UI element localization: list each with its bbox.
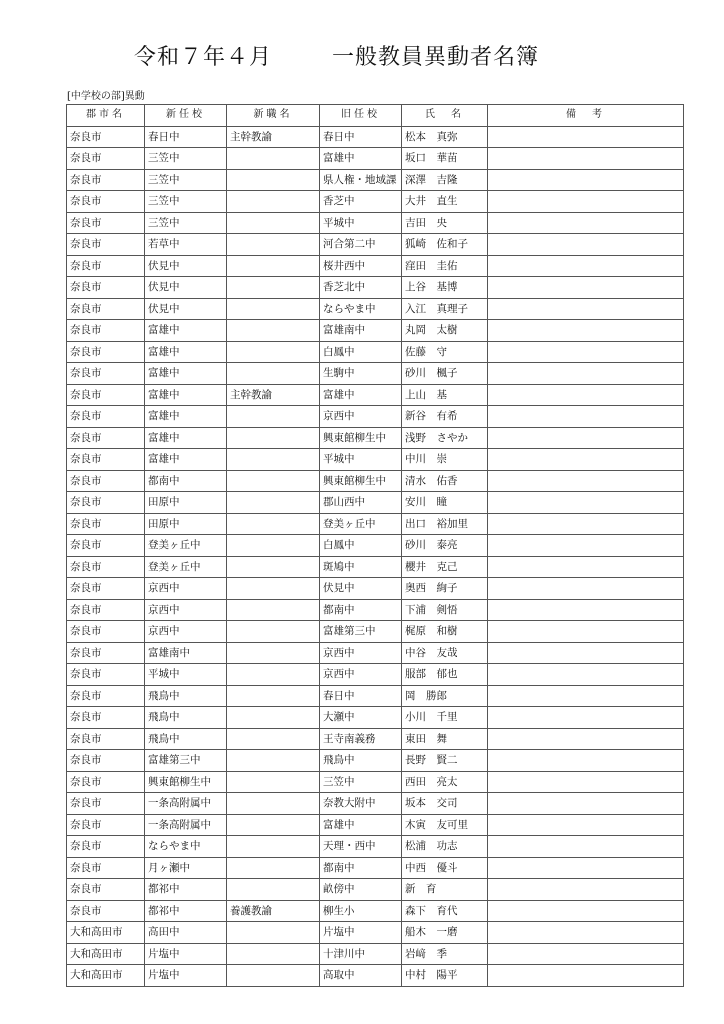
column-header: 郡市名 xyxy=(67,105,145,127)
new-position-cell xyxy=(227,728,320,750)
person-name-cell: 松本 真弥 xyxy=(402,126,488,148)
person-name-cell: 松浦 功志 xyxy=(402,836,488,858)
remarks-cell xyxy=(488,685,684,707)
table-row xyxy=(67,492,684,514)
person-name-cell: 奥西 絢子 xyxy=(402,578,488,600)
table-row xyxy=(67,685,684,707)
person-name-cell: 坂本 交司 xyxy=(402,793,488,815)
old-school-cell: 片塩中 xyxy=(320,922,402,944)
person-name-cell: 岩﨑 季 xyxy=(402,943,488,965)
remarks-cell xyxy=(488,750,684,772)
person-name-cell: 中西 優斗 xyxy=(402,857,488,879)
table-row xyxy=(67,148,684,170)
remarks-cell xyxy=(488,449,684,471)
person-name-cell: 中谷 友哉 xyxy=(402,642,488,664)
city-cell: 奈良市 xyxy=(67,384,145,406)
column-header: 氏 名 xyxy=(402,105,488,127)
new-position-cell xyxy=(227,341,320,363)
city-cell: 奈良市 xyxy=(67,298,145,320)
new-position-cell xyxy=(227,965,320,987)
person-name-cell: 佐藤 守 xyxy=(402,341,488,363)
city-cell: 奈良市 xyxy=(67,599,145,621)
old-school-cell: 都南中 xyxy=(320,599,402,621)
city-cell: 奈良市 xyxy=(67,255,145,277)
old-school-cell: 斑鳩中 xyxy=(320,556,402,578)
table-row xyxy=(67,126,684,148)
city-cell: 奈良市 xyxy=(67,513,145,535)
new-school-cell: 一条高附属中 xyxy=(145,814,227,836)
new-school-cell: 若草中 xyxy=(145,234,227,256)
person-name-cell: 大井 直生 xyxy=(402,191,488,213)
city-cell: 大和高田市 xyxy=(67,922,145,944)
city-cell: 奈良市 xyxy=(67,320,145,342)
new-school-cell: 平城中 xyxy=(145,664,227,686)
table-row xyxy=(67,277,684,299)
old-school-cell: ならやま中 xyxy=(320,298,402,320)
old-school-cell: 畝傍中 xyxy=(320,879,402,901)
table-row xyxy=(67,900,684,922)
remarks-cell xyxy=(488,728,684,750)
new-school-cell: 富雄中 xyxy=(145,384,227,406)
remarks-cell xyxy=(488,148,684,170)
table-row xyxy=(67,793,684,815)
remarks-cell xyxy=(488,707,684,729)
city-cell: 奈良市 xyxy=(67,126,145,148)
person-name-cell: 服部 郁也 xyxy=(402,664,488,686)
old-school-cell: 香芝中 xyxy=(320,191,402,213)
new-position-cell xyxy=(227,556,320,578)
table-row xyxy=(67,642,684,664)
new-position-cell xyxy=(227,879,320,901)
transfer-roster-table xyxy=(66,104,684,987)
old-school-cell: 富雄南中 xyxy=(320,320,402,342)
table-row xyxy=(67,836,684,858)
new-school-cell: 富雄第三中 xyxy=(145,750,227,772)
table-row xyxy=(67,406,684,428)
new-school-cell: 伏見中 xyxy=(145,298,227,320)
city-cell: 奈良市 xyxy=(67,212,145,234)
new-school-cell: 伏見中 xyxy=(145,277,227,299)
city-cell: 奈良市 xyxy=(67,148,145,170)
city-cell: 奈良市 xyxy=(67,191,145,213)
title-heading: 一般教員異動者名簿 xyxy=(332,45,540,70)
city-cell: 奈良市 xyxy=(67,492,145,514)
city-cell: 奈良市 xyxy=(67,621,145,643)
table-row xyxy=(67,384,684,406)
remarks-cell xyxy=(488,255,684,277)
old-school-cell: 県人権・地域課 xyxy=(320,169,402,191)
new-position-cell xyxy=(227,427,320,449)
city-cell: 奈良市 xyxy=(67,578,145,600)
person-name-cell: 丸岡 太樹 xyxy=(402,320,488,342)
title-date: 令和７年４月 xyxy=(134,45,273,70)
city-cell: 奈良市 xyxy=(67,449,145,471)
remarks-cell xyxy=(488,341,684,363)
old-school-cell: 登美ヶ丘中 xyxy=(320,513,402,535)
remarks-cell xyxy=(488,664,684,686)
new-position-cell xyxy=(227,535,320,557)
new-school-cell: 京西中 xyxy=(145,621,227,643)
person-name-cell: 安川 瞳 xyxy=(402,492,488,514)
remarks-cell xyxy=(488,320,684,342)
new-position-cell xyxy=(227,943,320,965)
new-position-cell xyxy=(227,685,320,707)
section-label: [中学校の部]異動 xyxy=(67,91,145,102)
new-position-cell xyxy=(227,492,320,514)
old-school-cell: 十津川中 xyxy=(320,943,402,965)
new-position-cell xyxy=(227,771,320,793)
new-school-cell: 都南中 xyxy=(145,470,227,492)
new-school-cell: 富雄中 xyxy=(145,341,227,363)
city-cell: 大和高田市 xyxy=(67,943,145,965)
city-cell: 奈良市 xyxy=(67,857,145,879)
city-cell: 奈良市 xyxy=(67,277,145,299)
remarks-cell xyxy=(488,298,684,320)
new-school-cell: 高田中 xyxy=(145,922,227,944)
old-school-cell: 三笠中 xyxy=(320,771,402,793)
table-row xyxy=(67,621,684,643)
new-school-cell: 富雄南中 xyxy=(145,642,227,664)
table-row xyxy=(67,191,684,213)
old-school-cell: 飛鳥中 xyxy=(320,750,402,772)
remarks-cell xyxy=(488,943,684,965)
new-school-cell: 興東館柳生中 xyxy=(145,771,227,793)
new-position-cell: 主幹教諭 xyxy=(227,384,320,406)
person-name-cell: 入江 真理子 xyxy=(402,298,488,320)
new-school-cell: 京西中 xyxy=(145,578,227,600)
new-school-cell: 伏見中 xyxy=(145,255,227,277)
new-school-cell: 三笠中 xyxy=(145,212,227,234)
old-school-cell: 桜井西中 xyxy=(320,255,402,277)
table-row xyxy=(67,341,684,363)
old-school-cell: 京西中 xyxy=(320,406,402,428)
old-school-cell: 白鳳中 xyxy=(320,341,402,363)
table-body xyxy=(67,126,684,986)
new-school-cell: 富雄中 xyxy=(145,406,227,428)
city-cell: 奈良市 xyxy=(67,879,145,901)
old-school-cell: 春日中 xyxy=(320,126,402,148)
table-row xyxy=(67,578,684,600)
person-name-cell: 小川 千里 xyxy=(402,707,488,729)
new-school-cell: 富雄中 xyxy=(145,449,227,471)
city-cell: 奈良市 xyxy=(67,793,145,815)
new-school-cell: 春日中 xyxy=(145,126,227,148)
person-name-cell: 新 育 xyxy=(402,879,488,901)
new-position-cell xyxy=(227,406,320,428)
table-row xyxy=(67,169,684,191)
city-cell: 奈良市 xyxy=(67,470,145,492)
person-name-cell: 吉田 央 xyxy=(402,212,488,234)
old-school-cell: 奈教大附中 xyxy=(320,793,402,815)
column-header: 新任校 xyxy=(145,105,227,127)
remarks-cell xyxy=(488,470,684,492)
table-row xyxy=(67,750,684,772)
old-school-cell: 春日中 xyxy=(320,685,402,707)
table-row xyxy=(67,320,684,342)
new-position-cell: 主幹教諭 xyxy=(227,126,320,148)
old-school-cell: 高取中 xyxy=(320,965,402,987)
remarks-cell xyxy=(488,599,684,621)
table-row xyxy=(67,599,684,621)
new-school-cell: 飛鳥中 xyxy=(145,728,227,750)
city-cell: 奈良市 xyxy=(67,707,145,729)
person-name-cell: 木寅 友可里 xyxy=(402,814,488,836)
column-header: 備 考 xyxy=(488,105,684,127)
table-row xyxy=(67,470,684,492)
remarks-cell xyxy=(488,965,684,987)
table-row xyxy=(67,814,684,836)
table-row xyxy=(67,771,684,793)
city-cell: 奈良市 xyxy=(67,427,145,449)
new-position-cell xyxy=(227,707,320,729)
new-position-cell xyxy=(227,857,320,879)
new-school-cell: 田原中 xyxy=(145,513,227,535)
old-school-cell: 興東館柳生中 xyxy=(320,427,402,449)
remarks-cell xyxy=(488,814,684,836)
table-row xyxy=(67,212,684,234)
table-row xyxy=(67,857,684,879)
new-school-cell: 三笠中 xyxy=(145,169,227,191)
new-school-cell: 一条高附属中 xyxy=(145,793,227,815)
city-cell: 奈良市 xyxy=(67,771,145,793)
remarks-cell xyxy=(488,771,684,793)
remarks-cell xyxy=(488,169,684,191)
old-school-cell: 郡山西中 xyxy=(320,492,402,514)
new-school-cell: 都祁中 xyxy=(145,900,227,922)
old-school-cell: 白鳳中 xyxy=(320,535,402,557)
new-school-cell: 三笠中 xyxy=(145,148,227,170)
old-school-cell: 柳生小 xyxy=(320,900,402,922)
city-cell: 奈良市 xyxy=(67,750,145,772)
document-title xyxy=(0,40,724,74)
city-cell: 奈良市 xyxy=(67,406,145,428)
old-school-cell: 富雄第三中 xyxy=(320,621,402,643)
remarks-cell xyxy=(488,836,684,858)
new-position-cell xyxy=(227,255,320,277)
city-cell: 奈良市 xyxy=(67,685,145,707)
table-row xyxy=(67,535,684,557)
column-header: 旧任校 xyxy=(320,105,402,127)
new-position-cell xyxy=(227,793,320,815)
new-position-cell xyxy=(227,449,320,471)
city-cell: 奈良市 xyxy=(67,900,145,922)
old-school-cell: 伏見中 xyxy=(320,578,402,600)
remarks-cell xyxy=(488,879,684,901)
person-name-cell: 上谷 基博 xyxy=(402,277,488,299)
old-school-cell: 生駒中 xyxy=(320,363,402,385)
table-row xyxy=(67,427,684,449)
table-row xyxy=(67,664,684,686)
new-position-cell xyxy=(227,664,320,686)
person-name-cell: 出口 裕加里 xyxy=(402,513,488,535)
new-school-cell: 田原中 xyxy=(145,492,227,514)
person-name-cell: 森下 育代 xyxy=(402,900,488,922)
new-school-cell: 片塩中 xyxy=(145,965,227,987)
city-cell: 奈良市 xyxy=(67,169,145,191)
new-school-cell: 飛鳥中 xyxy=(145,707,227,729)
person-name-cell: 清水 佑香 xyxy=(402,470,488,492)
table-row xyxy=(67,513,684,535)
new-position-cell xyxy=(227,621,320,643)
table-row xyxy=(67,363,684,385)
city-cell: 奈良市 xyxy=(67,556,145,578)
old-school-cell: 王寺南義務 xyxy=(320,728,402,750)
new-position-cell xyxy=(227,750,320,772)
table-row xyxy=(67,255,684,277)
person-name-cell: 長野 賢二 xyxy=(402,750,488,772)
table-row xyxy=(67,943,684,965)
remarks-cell xyxy=(488,621,684,643)
city-cell: 奈良市 xyxy=(67,535,145,557)
old-school-cell: 興東館柳生中 xyxy=(320,470,402,492)
new-school-cell: 都祁中 xyxy=(145,879,227,901)
city-cell: 奈良市 xyxy=(67,363,145,385)
new-position-cell xyxy=(227,642,320,664)
person-name-cell: 櫻井 克己 xyxy=(402,556,488,578)
person-name-cell: 中村 陽平 xyxy=(402,965,488,987)
new-position-cell xyxy=(227,363,320,385)
old-school-cell: 平城中 xyxy=(320,212,402,234)
person-name-cell: 東田 舞 xyxy=(402,728,488,750)
remarks-cell xyxy=(488,212,684,234)
person-name-cell: 下浦 剣悟 xyxy=(402,599,488,621)
new-position-cell xyxy=(227,836,320,858)
person-name-cell: 船木 一磨 xyxy=(402,922,488,944)
city-cell: 奈良市 xyxy=(67,728,145,750)
remarks-cell xyxy=(488,642,684,664)
new-position-cell xyxy=(227,191,320,213)
table-row xyxy=(67,922,684,944)
old-school-cell: 京西中 xyxy=(320,642,402,664)
remarks-cell xyxy=(488,277,684,299)
person-name-cell: 上山 基 xyxy=(402,384,488,406)
remarks-cell xyxy=(488,234,684,256)
old-school-cell: 富雄中 xyxy=(320,384,402,406)
remarks-cell xyxy=(488,384,684,406)
new-school-cell: 富雄中 xyxy=(145,320,227,342)
city-cell: 奈良市 xyxy=(67,234,145,256)
old-school-cell: 平城中 xyxy=(320,449,402,471)
remarks-cell xyxy=(488,427,684,449)
column-header: 新職名 xyxy=(227,105,320,127)
new-school-cell: 三笠中 xyxy=(145,191,227,213)
new-school-cell: 富雄中 xyxy=(145,427,227,449)
remarks-cell xyxy=(488,793,684,815)
person-name-cell: 砂川 泰亮 xyxy=(402,535,488,557)
old-school-cell: 大瀬中 xyxy=(320,707,402,729)
old-school-cell: 都南中 xyxy=(320,857,402,879)
new-school-cell: 月ヶ瀬中 xyxy=(145,857,227,879)
table-row xyxy=(67,449,684,471)
new-school-cell: 富雄中 xyxy=(145,363,227,385)
remarks-cell xyxy=(488,922,684,944)
person-name-cell: 砂川 楓子 xyxy=(402,363,488,385)
new-position-cell xyxy=(227,599,320,621)
new-position-cell xyxy=(227,148,320,170)
person-name-cell: 坂口 華苗 xyxy=(402,148,488,170)
new-position-cell xyxy=(227,320,320,342)
city-cell: 大和高田市 xyxy=(67,965,145,987)
city-cell: 奈良市 xyxy=(67,341,145,363)
new-position-cell xyxy=(227,212,320,234)
city-cell: 奈良市 xyxy=(67,814,145,836)
remarks-cell xyxy=(488,556,684,578)
new-school-cell: ならやま中 xyxy=(145,836,227,858)
new-position-cell xyxy=(227,470,320,492)
old-school-cell: 京西中 xyxy=(320,664,402,686)
person-name-cell: 浅野 さやか xyxy=(402,427,488,449)
table-row xyxy=(67,728,684,750)
remarks-cell xyxy=(488,578,684,600)
old-school-cell: 香芝北中 xyxy=(320,277,402,299)
table-row xyxy=(67,879,684,901)
remarks-cell xyxy=(488,191,684,213)
table-row xyxy=(67,707,684,729)
new-school-cell: 片塩中 xyxy=(145,943,227,965)
remarks-cell xyxy=(488,535,684,557)
table-row xyxy=(67,298,684,320)
table-row xyxy=(67,556,684,578)
person-name-cell: 中川 崇 xyxy=(402,449,488,471)
person-name-cell: 狐崎 佐和子 xyxy=(402,234,488,256)
new-position-cell xyxy=(227,922,320,944)
new-position-cell xyxy=(227,234,320,256)
new-school-cell: 登美ヶ丘中 xyxy=(145,556,227,578)
old-school-cell: 富雄中 xyxy=(320,814,402,836)
new-position-cell xyxy=(227,277,320,299)
remarks-cell xyxy=(488,406,684,428)
table-row xyxy=(67,234,684,256)
remarks-cell xyxy=(488,363,684,385)
city-cell: 奈良市 xyxy=(67,836,145,858)
new-position-cell xyxy=(227,169,320,191)
new-school-cell: 飛鳥中 xyxy=(145,685,227,707)
new-position-cell xyxy=(227,578,320,600)
new-position-cell xyxy=(227,298,320,320)
person-name-cell: 新谷 有希 xyxy=(402,406,488,428)
city-cell: 奈良市 xyxy=(67,642,145,664)
remarks-cell xyxy=(488,513,684,535)
person-name-cell: 岡 勝郎 xyxy=(402,685,488,707)
person-name-cell: 深澤 吉隆 xyxy=(402,169,488,191)
remarks-cell xyxy=(488,900,684,922)
new-position-cell xyxy=(227,814,320,836)
remarks-cell xyxy=(488,492,684,514)
remarks-cell xyxy=(488,126,684,148)
person-name-cell: 西田 亮太 xyxy=(402,771,488,793)
person-name-cell: 窪田 圭佑 xyxy=(402,255,488,277)
person-name-cell: 梶原 和樹 xyxy=(402,621,488,643)
new-position-cell xyxy=(227,513,320,535)
city-cell: 奈良市 xyxy=(67,664,145,686)
table-row xyxy=(67,965,684,987)
new-position-cell: 養護教諭 xyxy=(227,900,320,922)
old-school-cell: 河合第二中 xyxy=(320,234,402,256)
header-row xyxy=(67,105,684,127)
old-school-cell: 天理・西中 xyxy=(320,836,402,858)
remarks-cell xyxy=(488,857,684,879)
old-school-cell: 富雄中 xyxy=(320,148,402,170)
new-school-cell: 登美ヶ丘中 xyxy=(145,535,227,557)
new-school-cell: 京西中 xyxy=(145,599,227,621)
